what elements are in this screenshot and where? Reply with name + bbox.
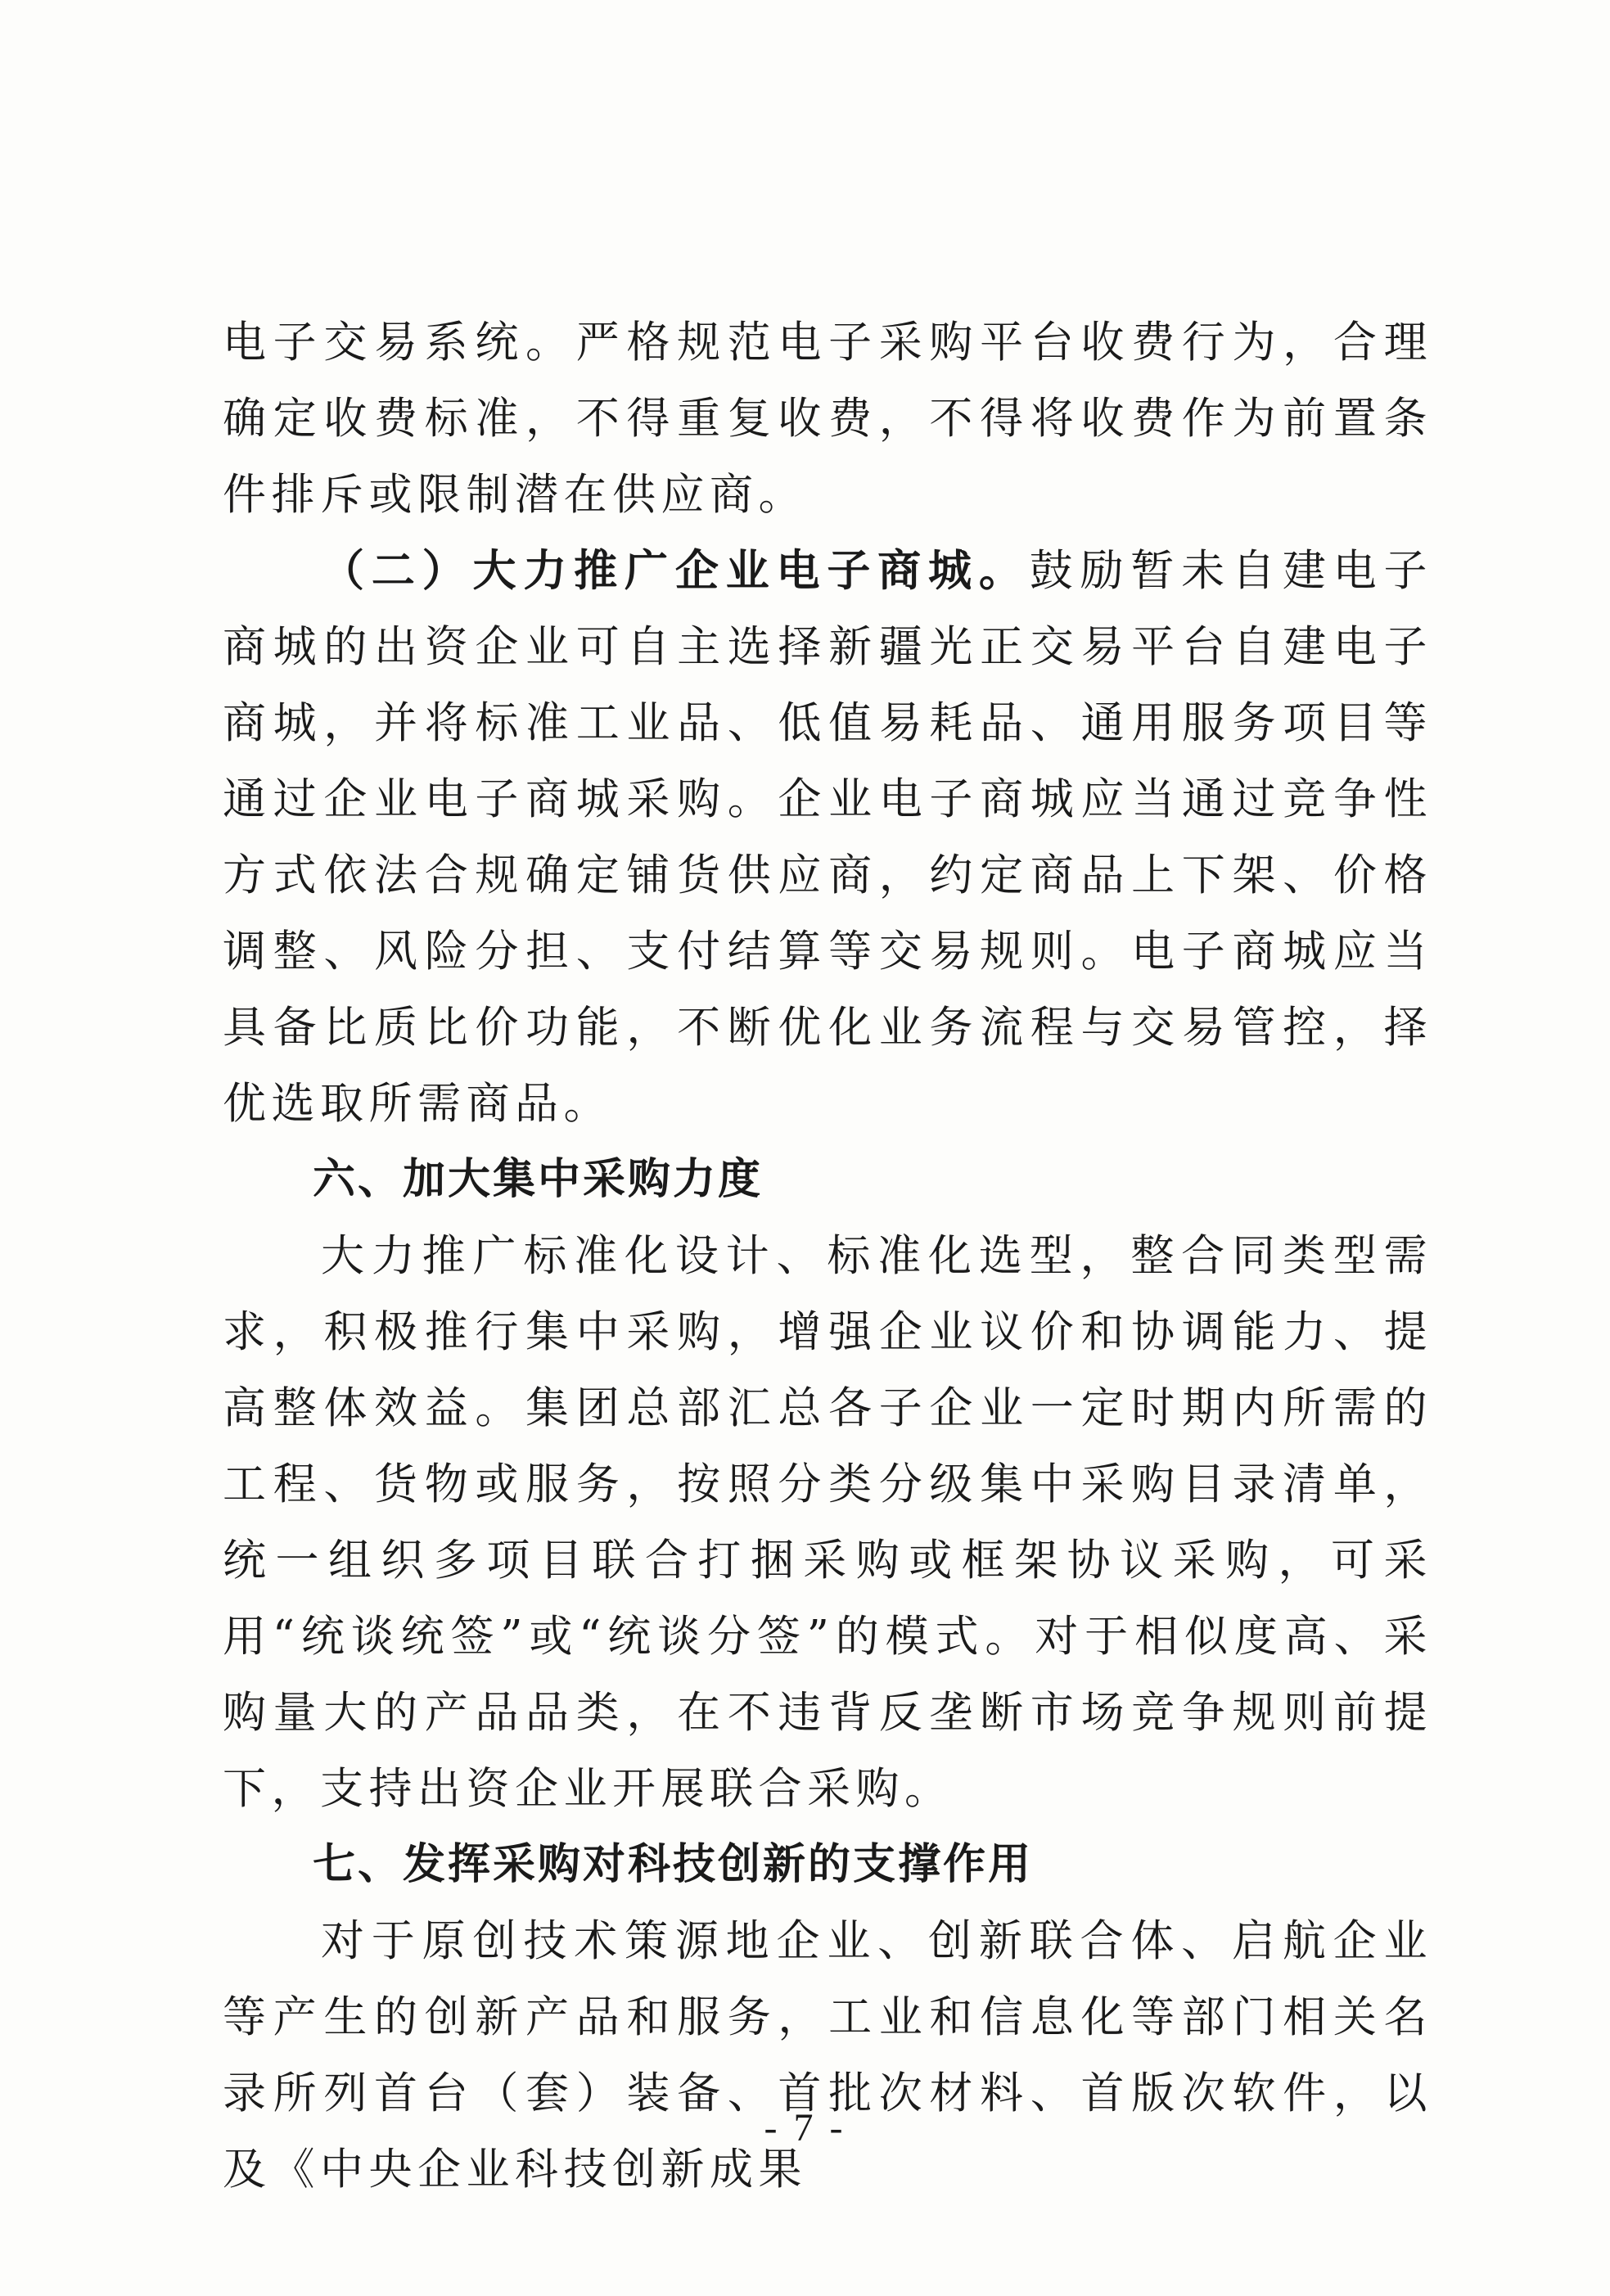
paragraph-tech-innovation bbox=[223, 1903, 1432, 2208]
paragraph-continuation bbox=[223, 304, 1432, 533]
paragraph-centralized-procurement bbox=[223, 1218, 1432, 1827]
subsection-lead: （二）大力推广企业电子商城。 bbox=[321, 545, 1030, 596]
document-body bbox=[223, 304, 1432, 2208]
paragraph-subsection-e-mall bbox=[223, 533, 1432, 1142]
section-heading-centralized-procurement: 六、加大集中采购力度 bbox=[313, 1155, 764, 1204]
paragraph-text: 对于原创技术策源地企业、创新联合体、启航企业等产生的创新产品和服务，工业和信息化等部门相关名录所列首台（套）装备、首批次材料、首版次软件，以及《中央企业科技创新成果 bbox=[223, 1916, 1432, 2195]
paragraph-text: 大力推广标准化设计、标准化选型，整合同类型需求，积极推行集中采购，增强企业议价和协调能力、提高整体效益。集团总部汇总各子企业一定时期内所需的工程、货物或服务，按照分类分级集中采购目录清单，统一组织多项目联合打捆采购或框架协议采购，可采用“统谈统签”或“统谈分签”的模式。对于相似度高、采购量大的产品品类，在不违背反垄断市场竞争规则前提下，支持出资企业开展联合采购。 bbox=[223, 1231, 1432, 1814]
paragraph-text: 鼓励暂未自建电子商城的出资企业可自主选择新疆光正交易平台自建电子商城，并将标准工业品、低值易耗品、通用服务项目等通过企业电子商城采购。企业电子商城应当通过竞争性方式依法合规确定铺货供应商，约定商品上下架、价格调整、风险分担、支付结算等交易规则。电子商城应当具备比质比价功能，不断优化业务流程与交易管控，择优选取所需商品。 bbox=[223, 546, 1433, 1129]
section-heading-tech-innovation: 七、发挥采购对科技创新的支撑作用 bbox=[313, 1840, 1034, 1889]
paragraph-text: 电子交易系统。严格规范电子采购平台收费行为，合理确定收费标准，不得重复收费，不得将收费作为前置条件排斥或限制潜在供应商。 bbox=[223, 318, 1432, 520]
page-number: - 7 - bbox=[764, 2106, 846, 2149]
